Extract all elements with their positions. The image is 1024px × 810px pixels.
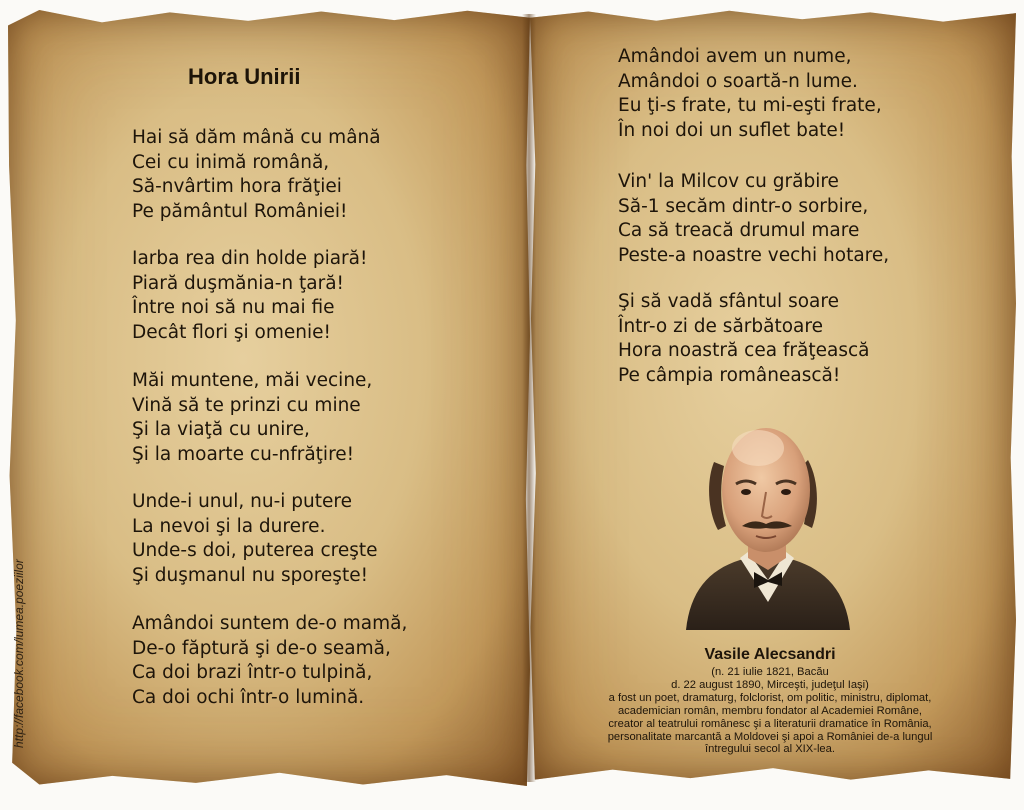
verse-line: Unde-i unul, nu-i putere	[132, 491, 352, 512]
verse-line: Ca doi ochi într-o lumină.	[132, 686, 365, 708]
bio-line: personalitate marcantă a Moldovei şi apoi a României de-a lungul	[607, 730, 933, 743]
verse-line: Hora noastră cea frăţească	[618, 340, 870, 362]
verse-line: Amândoi suntem de-o mamă,	[132, 613, 408, 634]
author-portrait	[678, 402, 856, 630]
verse-line: De-o făptură şi de-o seamă,	[132, 637, 391, 659]
verse-line: Iarba rea din holde piară!	[132, 248, 368, 269]
verse-line: Şi să vadă sfântul soare	[618, 291, 839, 312]
bio-line: (n. 21 iulie 1821, Bacău	[711, 666, 829, 678]
stanza-1	[132, 126, 381, 224]
verse-line: La nevoi şi la durere.	[132, 515, 326, 537]
bio-line: d. 22 august 1890, Mirceşti, judeţul Iaşi)	[671, 678, 869, 691]
stanza-6	[618, 45, 882, 143]
verse-line: Într-o zi de sărbătoare	[618, 315, 823, 337]
bio-line: creator al teatrului românesc şi a literaturii dramatice în România,	[608, 717, 932, 730]
stanza-4	[132, 490, 377, 588]
verse-line: Şi duşmanul nu sporeşte!	[132, 564, 369, 586]
bio-line: întregului secol al XIX-lea.	[705, 743, 835, 756]
verse-line: Unde-s doi, puterea creşte	[132, 540, 378, 562]
verse-line: Peste-a noastre vechi hotare,	[618, 244, 890, 266]
verse-line: Pe pământul României!	[132, 200, 348, 222]
verse-line: Hai să dăm mână cu mână	[132, 127, 381, 148]
verse-line: Pe câmpia românească!	[618, 364, 841, 386]
bio-line: academician român, membru fondator al Academiei Române,	[617, 704, 923, 717]
verse-line: În noi doi un suflet bate!	[618, 119, 846, 141]
verse-line: Şi la moarte cu-nfrăţire!	[132, 443, 355, 465]
verse-line: Să-nvârtim hora frăţiei	[132, 176, 342, 198]
bio-line: a fost un poet, dramaturg, folclorist, om politic, ministru, diplomat,	[608, 691, 932, 704]
stanza-7	[618, 170, 889, 268]
verse-line: Vină să te prinzi cu mine	[132, 394, 361, 416]
poem-title: Hora Unirii	[188, 64, 301, 89]
author-bio	[526, 666, 1014, 756]
verse-line: Amândoi avem un nume,	[618, 46, 852, 67]
verse-line: Ca să treacă drumul mare	[618, 220, 860, 242]
stanza-2	[132, 247, 367, 345]
stanza-5	[132, 612, 407, 710]
verse-line: Să-1 secăm dintr-o sorbire,	[618, 195, 869, 217]
verse-line: Decât flori şi omenie!	[132, 321, 331, 343]
verse-line: Piară duşmănia-n ţară!	[132, 272, 344, 294]
author-name: Vasile Alecsandri	[704, 646, 836, 663]
stanza-3	[132, 369, 372, 467]
watermark-url: http://facebook.com/lumea.poeziilor	[12, 559, 26, 748]
verse-line: Şi la viaţă cu unire,	[132, 419, 310, 441]
verse-line: Ca doi brazi într-o tulpină,	[132, 662, 373, 684]
verse-line: Amândoi o soartă-n lume.	[618, 70, 858, 92]
verse-line: Măi muntene, măi vecine,	[132, 370, 373, 391]
verse-line: Eu ţi-s frate, tu mi-eşti frate,	[618, 95, 882, 117]
verse-line: Între noi să nu mai fie	[132, 297, 335, 319]
stanza-8	[618, 290, 870, 388]
verse-line: Cei cu inimă română,	[132, 151, 330, 173]
verse-line: Vin' la Milcov cu grăbire	[618, 171, 839, 192]
